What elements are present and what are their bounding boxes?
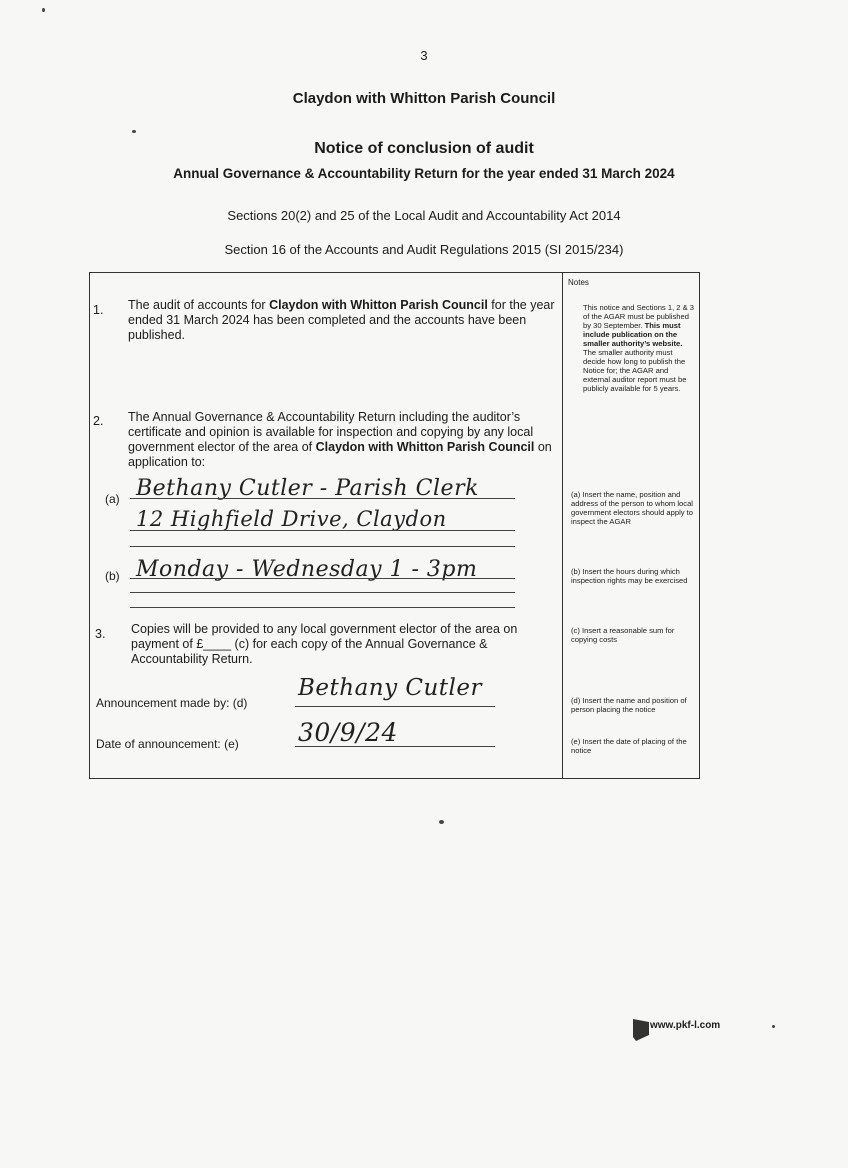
legal-reference-regulations: Section 16 of the Accounts and Audit Regulations 2015 (SI 2015/234): [224, 242, 624, 257]
notes-column-divider: [562, 272, 563, 779]
footer-website: www.pkf-l.com: [650, 1020, 721, 1031]
notice-title: Notice of conclusion of audit: [314, 140, 534, 157]
item-2-text: The Annual Governance & Accountability Return including the auditor’s certificate and opinion is available for inspection and copying by any local government elector of the area of Claydon with Whitton Parish Council on application to:: [128, 410, 552, 469]
council-title: Claydon with Whitton Parish Council: [292, 90, 556, 107]
pkf-logo-icon: [633, 1019, 649, 1041]
field-b-line-1: [130, 578, 515, 579]
field-a-line-1: [130, 498, 515, 499]
agar-subtitle: Annual Governance & Accountability Return for the year ended 31 March 2024: [173, 166, 675, 181]
note-b: (b) Insert the hours during which inspection rights may be exercised: [571, 567, 688, 585]
item-1-text: The audit of accounts for Claydon with Whitton Parish Council for the year ended 31 March 2024 has been completed and the accounts have been published.: [128, 298, 555, 342]
announcement-date-label: Date of announcement: (e): [96, 737, 239, 751]
legal-reference-act: Sections 20(2) and 25 of the Local Audit and Accountability Act 2014: [227, 208, 621, 223]
field-a-label: (a): [105, 492, 120, 506]
item-1-number: 1.: [93, 303, 104, 317]
field-a-line-2: [130, 530, 515, 531]
scan-speck: [772, 1025, 775, 1028]
handwritten-contact-address: 12 Highfield Drive, Claydon: [136, 507, 447, 531]
notes-header: Notes: [568, 278, 589, 287]
scan-speck: [439, 820, 444, 824]
item-2-number: 2.: [93, 414, 104, 428]
scan-speck: [42, 8, 45, 12]
field-b-line-2: [130, 592, 515, 593]
page-number: 3: [420, 48, 428, 63]
scan-speck: [132, 130, 136, 133]
note-e: (e) Insert the date of placing of the notice: [571, 737, 687, 755]
field-a-line-3: [130, 546, 515, 547]
handwritten-announcement-date: 30/9/24: [298, 718, 398, 747]
note-c: (c) Insert a reasonable sum for copying costs: [571, 626, 675, 644]
item-3-number: 3.: [95, 627, 106, 641]
field-b-line-3: [130, 607, 515, 608]
field-b-label: (b): [105, 569, 120, 583]
handwritten-inspection-hours: Monday - Wednesday 1 - 3pm: [136, 557, 478, 582]
note-publication: This notice and Sections 1, 2 & 3 of the AGAR must be published by 30 September. This must include publication on the smaller authority’s website. The smaller authority must decide how long to publish the Notice for; the AGAR and external auditor report must be publicly available for 5 years.: [583, 303, 695, 393]
handwritten-contact-name: Bethany Cutler - Parish Clerk: [136, 476, 479, 501]
announcement-made-by-line: [295, 706, 495, 707]
announcement-made-by-label: Announcement made by: (d): [96, 696, 248, 710]
note-a: (a) Insert the name, position and address of the person to whom local government electors should apply to inspect the AGAR: [571, 490, 693, 526]
item-3-text: Copies will be provided to any local government elector of the area on payment of £____ (c) for each copy of the Annual Governance & Accountability Return.: [131, 622, 518, 666]
handwritten-announcer-signature: Bethany Cutler: [298, 675, 483, 701]
announcement-date-line: [295, 746, 495, 747]
note-d: (d) Insert the name and position of person placing the notice: [571, 696, 687, 714]
